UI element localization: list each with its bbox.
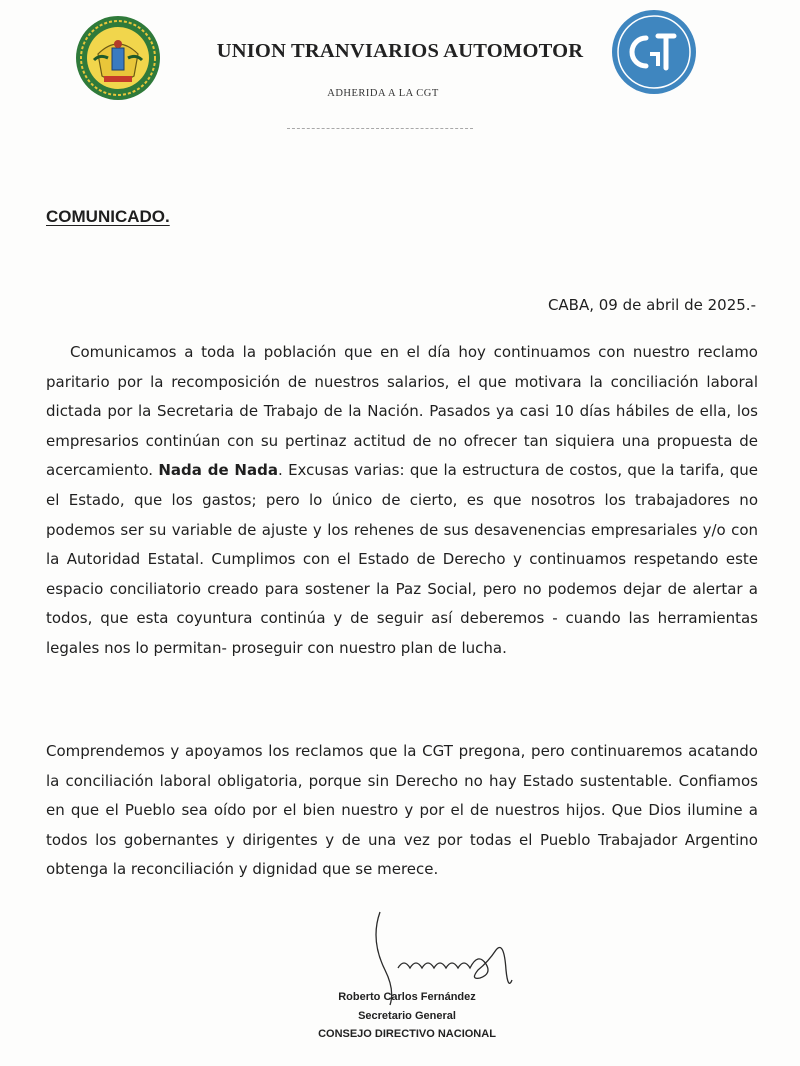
signatory-title: Secretario General — [358, 1009, 456, 1022]
header-divider — [287, 128, 473, 129]
organization-name: UNION TRANVIARIOS AUTOMOTOR — [216, 40, 584, 62]
signatory-body: CONSEJO DIRECTIVO NACIONAL — [318, 1028, 496, 1040]
signatory-name: Roberto Carlos Fernández — [338, 991, 476, 1003]
body-paragraph-1 — [46, 338, 758, 664]
document-heading: COMUNICADO. — [46, 207, 170, 226]
paragraph-1-text-a: Comunicamos a toda la población que en el día hoy continuamos con nuestro reclamo paritario por la recomposición de nuestros salarios, el que motivara la conciliación laboral dictada por la Secretaria de Trabajo de la Nación. Pasados ya casi 10 días hábiles de ella, los empresarios continúan con su pertinaz actitud de no ofrecer tan siquiera una propuesta de acercamiento. — [46, 343, 758, 480]
organization-subtitle: ADHERIDA A LA CGT — [327, 88, 439, 99]
signature-block — [300, 988, 514, 1044]
body-paragraph-2: Comprendemos y apoyamos los reclamos que la CGT pregona, pero continuaremos acatando la conciliación laboral obligatoria, porque sin Derecho no hay Estado sustentable. Confiamos en que el Pueblo sea oído por el bien nuestro y por el de nuestros hijos. Que Dios ilumine a todos los gobernantes y dirigentes y de una vez por todas el Pueblo Trabajador Argentino obtenga la reconciliación y dignidad que se merece. — [46, 742, 758, 879]
document-date: CABA, 09 de abril de 2025.- — [547, 296, 756, 314]
paragraph-1-emphasis: Nada de Nada — [158, 461, 278, 480]
paragraph-1-text-b: . Excusas varias: que la estructura de costos, que la tarifa, que el Estado, que los gastos; pero lo único de cierto, es que nosotros los trabajadores no podemos ser su variable de ajuste y los rehenes de sus desavenencias empresariales y/o con la Autoridad Estatal. Cumplimos con el Estado de Derecho y continuamos respetando este espacio conciliatorio creado para sostener la Paz Social, pero no podemos dejar de alertar a todos, que esta coyuntura continúa y de seguir así deberemos - cuando las herramientas legales nos lo permitan- proseguir con nuestro plan de lucha. — [46, 461, 758, 657]
